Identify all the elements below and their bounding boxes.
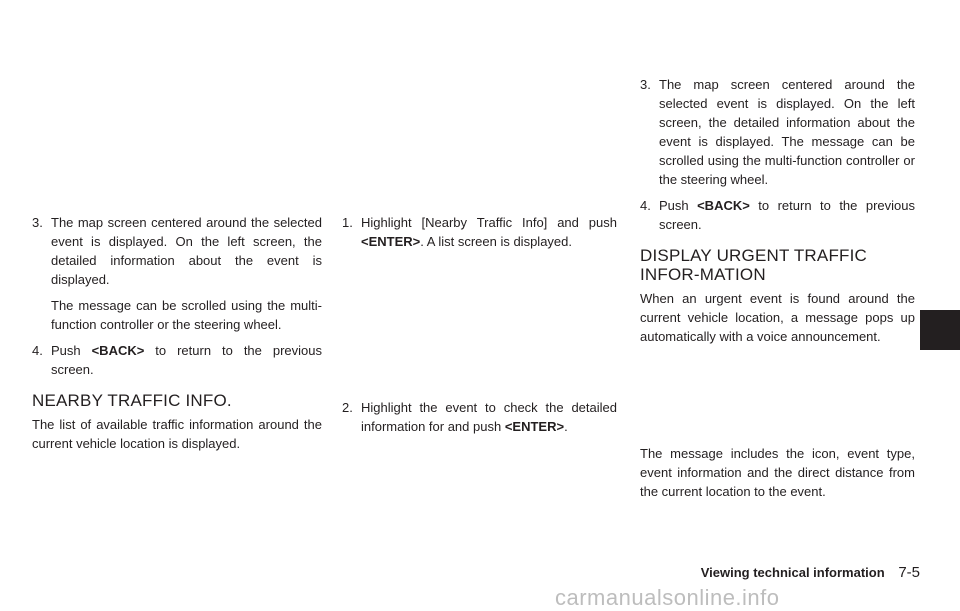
step-number: 1. bbox=[342, 215, 353, 230]
enter-key-label: <ENTER> bbox=[504, 419, 565, 434]
step-3-item bbox=[32, 213, 322, 289]
step-number: 4. bbox=[32, 343, 43, 358]
step-3-subtext: The message can be scrolled using the multi-function controller or the steering wheel. bbox=[51, 298, 322, 332]
step-number: 3. bbox=[32, 215, 43, 230]
chapter-tab-marker bbox=[920, 310, 960, 350]
step-text-post: . bbox=[564, 419, 568, 434]
step-text-pre: Highlight [Nearby Traffic Info] and push bbox=[361, 215, 617, 230]
enter-key-label: <ENTER> bbox=[361, 234, 421, 249]
step-number: 3. bbox=[640, 77, 651, 92]
column-left bbox=[32, 213, 322, 460]
section-intro: The list of available traffic information around the current vehicle location is displayed. bbox=[32, 417, 322, 451]
section-heading: DISPLAY URGENT TRAFFIC INFOR-MATION bbox=[640, 246, 868, 284]
step-text-post: . A list screen is displayed. bbox=[420, 234, 572, 249]
step-text-pre: Push bbox=[659, 198, 698, 213]
step-text-pre: Highlight the event to check the detailed information for and push bbox=[361, 400, 617, 434]
column-middle bbox=[342, 213, 617, 443]
step-number: 4. bbox=[640, 198, 651, 213]
section-heading: NEARBY TRAFFIC INFO. bbox=[32, 391, 232, 410]
step-text: The map screen centered around the selected event is displayed. On the left screen, the detailed information about the event is displayed. The message can be scrolled using the multi-function controller or the steering wheel. bbox=[659, 77, 915, 187]
step-2-item bbox=[342, 398, 617, 436]
watermark: carmanualsonline.info bbox=[555, 585, 780, 610]
message-note: The message includes the icon, event type, event information and the direct distance from the current location to the event. bbox=[640, 446, 915, 499]
step-text-post: to return to the previous screen. bbox=[659, 198, 915, 232]
step-3-item bbox=[640, 75, 915, 189]
step-text-post: to return to the previous screen. bbox=[51, 343, 322, 377]
step-text-pre: Push bbox=[51, 343, 92, 358]
page-footer bbox=[701, 565, 920, 581]
step-text: The map screen centered around the selected event is displayed. On the left screen, the detailed information about the event is displayed. bbox=[51, 215, 322, 287]
back-key-label: <BACK> bbox=[697, 198, 750, 213]
footer-section-title: Viewing technical information bbox=[700, 565, 885, 580]
column-right bbox=[640, 75, 915, 353]
step-4-item bbox=[640, 196, 915, 234]
column-right-note bbox=[640, 444, 915, 508]
back-key-label: <BACK> bbox=[91, 343, 145, 358]
page-number: 7-5 bbox=[898, 564, 920, 581]
image-placeholder bbox=[342, 258, 617, 398]
section-intro: When an urgent event is found around the current vehicle location, a message pops up automatically with a voice announcement. bbox=[640, 291, 915, 344]
step-1-item bbox=[342, 213, 617, 251]
step-4-item bbox=[32, 341, 322, 379]
step-number: 2. bbox=[342, 400, 353, 415]
